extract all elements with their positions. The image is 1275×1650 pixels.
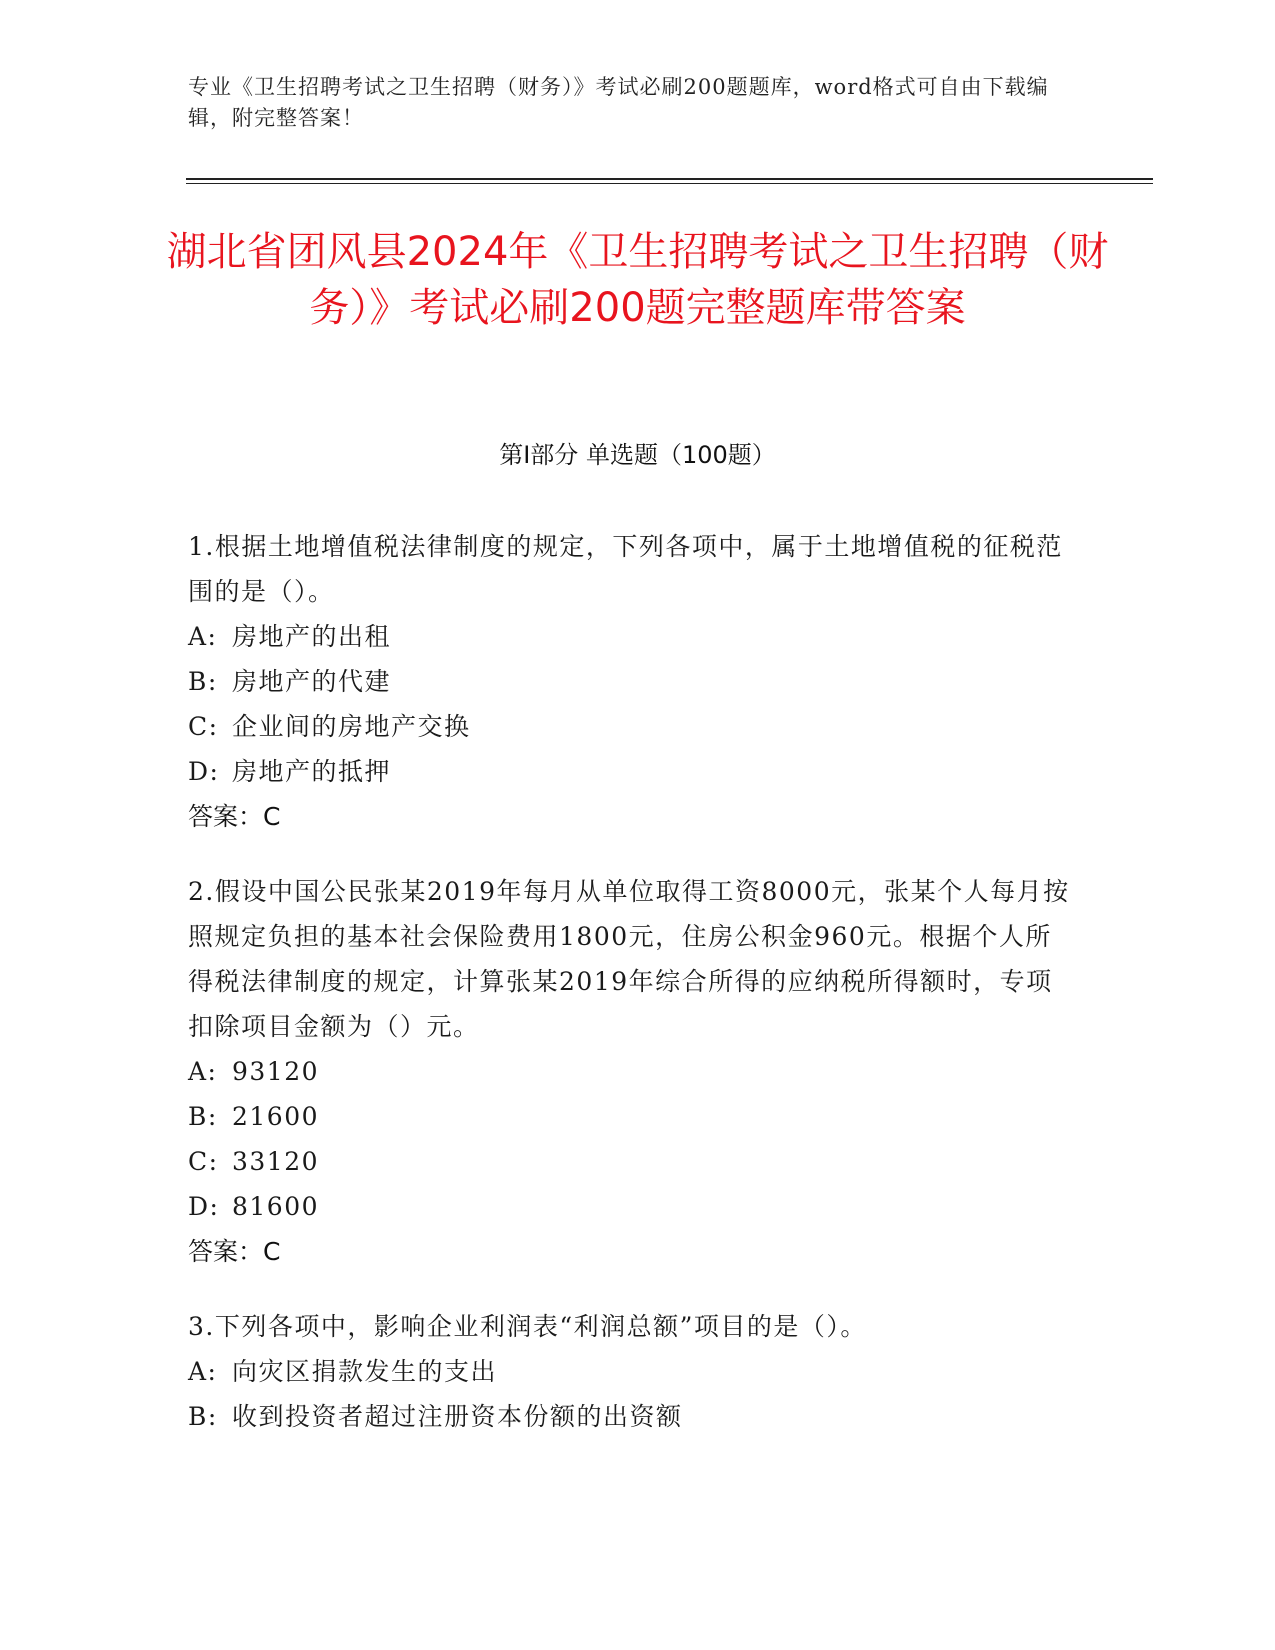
option-key: B: bbox=[188, 667, 218, 696]
option-c bbox=[188, 704, 1078, 749]
option-text: 81600 bbox=[232, 1192, 320, 1221]
option-key: A: bbox=[188, 622, 218, 651]
option-key: B: bbox=[188, 1402, 218, 1431]
question-1 bbox=[188, 524, 1078, 839]
question-3 bbox=[188, 1304, 1078, 1439]
header-divider-thick bbox=[186, 178, 1153, 180]
option-key: C: bbox=[188, 1147, 219, 1176]
option-text: 21600 bbox=[232, 1102, 320, 1131]
option-text: 企业间的房地产交换 bbox=[232, 712, 471, 741]
option-key: B: bbox=[188, 1102, 218, 1131]
question-list bbox=[188, 524, 1078, 1469]
option-a bbox=[188, 1349, 1078, 1394]
header-divider-thin bbox=[186, 183, 1153, 184]
option-key: D: bbox=[188, 757, 220, 786]
option-key: D: bbox=[188, 1192, 220, 1221]
question-2 bbox=[188, 869, 1078, 1274]
section-title: 第I部分 单选题（100题） bbox=[499, 441, 776, 469]
option-text: 房地产的出租 bbox=[232, 622, 392, 651]
option-text: 房地产的代建 bbox=[232, 667, 392, 696]
option-text: 收到投资者超过注册资本份额的出资额 bbox=[232, 1402, 683, 1431]
option-d bbox=[188, 1184, 1078, 1229]
document-title: 湖北省团风县2024年《卫生招聘考试之卫生招聘（财务）》考试必刷200题完整题库带答案 bbox=[166, 229, 1109, 331]
option-key: C: bbox=[188, 712, 219, 741]
option-text: 房地产的抵押 bbox=[232, 757, 392, 786]
option-b bbox=[188, 659, 1078, 704]
option-text: 93120 bbox=[232, 1057, 320, 1086]
answer-line: 答案：C bbox=[188, 1237, 281, 1266]
question-stem: 2.假设中国公民张某2019年每月从单位取得工资8000元，张某个人每月按照规定负担的基本社会保险费用1800元，住房公积金960元。根据个人所得税法律制度的规定，计算张某2019年综合所得的应纳税所得额时，专项扣除项目金额为（）元。 bbox=[188, 877, 1070, 1041]
option-key: A: bbox=[188, 1057, 218, 1086]
answer-line: 答案：C bbox=[188, 802, 281, 831]
option-text: 33120 bbox=[232, 1147, 320, 1176]
option-b bbox=[188, 1094, 1078, 1139]
option-a bbox=[188, 614, 1078, 659]
question-stem: 1.根据土地增值税法律制度的规定，下列各项中，属于土地增值税的征税范围的是（）。 bbox=[188, 532, 1063, 606]
option-b bbox=[188, 1394, 1078, 1439]
option-key: A: bbox=[188, 1357, 218, 1386]
question-stem: 3.下列各项中，影响企业利润表“利润总额”项目的是（）。 bbox=[188, 1312, 867, 1341]
option-c bbox=[188, 1139, 1078, 1184]
option-text: 向灾区捐款发生的支出 bbox=[232, 1357, 498, 1386]
header-note: 专业《卫生招聘考试之卫生招聘（财务）》考试必刷200题题库，word格式可自由下载编辑，附完整答案！ bbox=[188, 75, 1049, 130]
option-a bbox=[188, 1049, 1078, 1094]
option-d bbox=[188, 749, 1078, 794]
